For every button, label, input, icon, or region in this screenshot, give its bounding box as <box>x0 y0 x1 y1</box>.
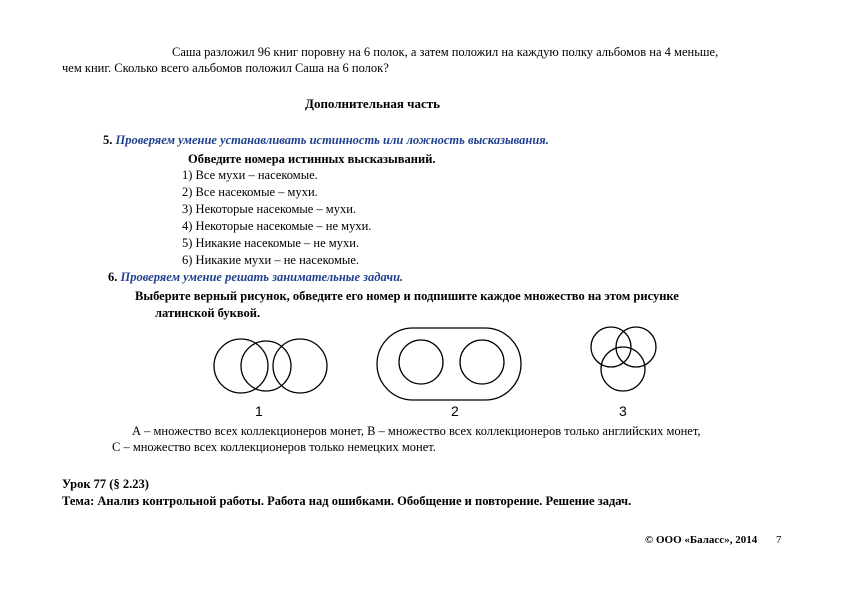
figure-3-label: 3 <box>619 403 627 419</box>
task-6-title: Проверяем умение решать занимательные задачи. <box>120 270 404 284</box>
diagram-2-circle-right <box>460 340 504 384</box>
task-5-number: 5. <box>103 133 113 147</box>
statement-4: 4) Некоторые насекомые – не мухи. <box>182 219 372 233</box>
lesson-topic: Тема: Анализ контрольной работы. Работа над ошибками. Обобщение и повторение. Решение задач. <box>62 494 632 508</box>
statement-5: 5) Никакие насекомые – не мухи. <box>182 236 360 250</box>
diagram-3-circle-bottom <box>601 347 645 391</box>
statement-1: 1) Все мухи – насекомые. <box>182 168 318 182</box>
task-5-instruction: Обведите номера истинных высказываний. <box>188 152 436 166</box>
task-6-instruction-line-2: латинской буквой. <box>155 306 261 320</box>
diagram-2-two-circles-in-rounded-rectangle <box>377 328 521 400</box>
copyright: © ООО «Баласс», 2014 <box>645 534 758 546</box>
lesson-title: Урок 77 (§ 2.23) <box>62 477 149 491</box>
statement-6: 6) Никакие мухи – не насекомые. <box>182 253 360 267</box>
task-6-instruction-line-1: Выберите верный рисунок, обведите его номер и подпишите каждое множество на этом рисунке <box>135 289 679 303</box>
legend-line-1: А – множество всех коллекционеров монет, В – множество всех коллекционеров только английских монет, <box>132 424 701 438</box>
figure-2-label: 2 <box>451 403 459 419</box>
diagram-3-three-overlapping-circles <box>591 327 656 391</box>
page-number: 7 <box>776 534 782 546</box>
legend-line-2: С – множество всех коллекционеров только немецких монет. <box>112 440 436 454</box>
diagram-1-circle-middle <box>241 341 291 391</box>
task-5-title: Проверяем умение устанавливать истинность или ложность высказывания. <box>115 133 549 147</box>
task-6-number: 6. <box>108 270 118 284</box>
diagram-1-circle-right <box>273 339 327 393</box>
statement-3: 3) Некоторые насекомые – мухи. <box>182 202 357 216</box>
figure-1-label: 1 <box>255 403 263 419</box>
diagram-2-circle-left <box>399 340 443 384</box>
problem-line-2: чем книг. Сколько всего альбомов положил Саша на 6 полок? <box>62 61 389 75</box>
diagram-1-three-chained-circles <box>214 339 327 393</box>
statement-2: 2) Все насекомые – мухи. <box>182 185 318 199</box>
extra-part-title: Дополнительная часть <box>305 96 440 111</box>
problem-line-1: Саша разложил 96 книг поровну на 6 полок, а затем положил на каждую полку альбомов на 4 меньше, <box>172 45 719 59</box>
